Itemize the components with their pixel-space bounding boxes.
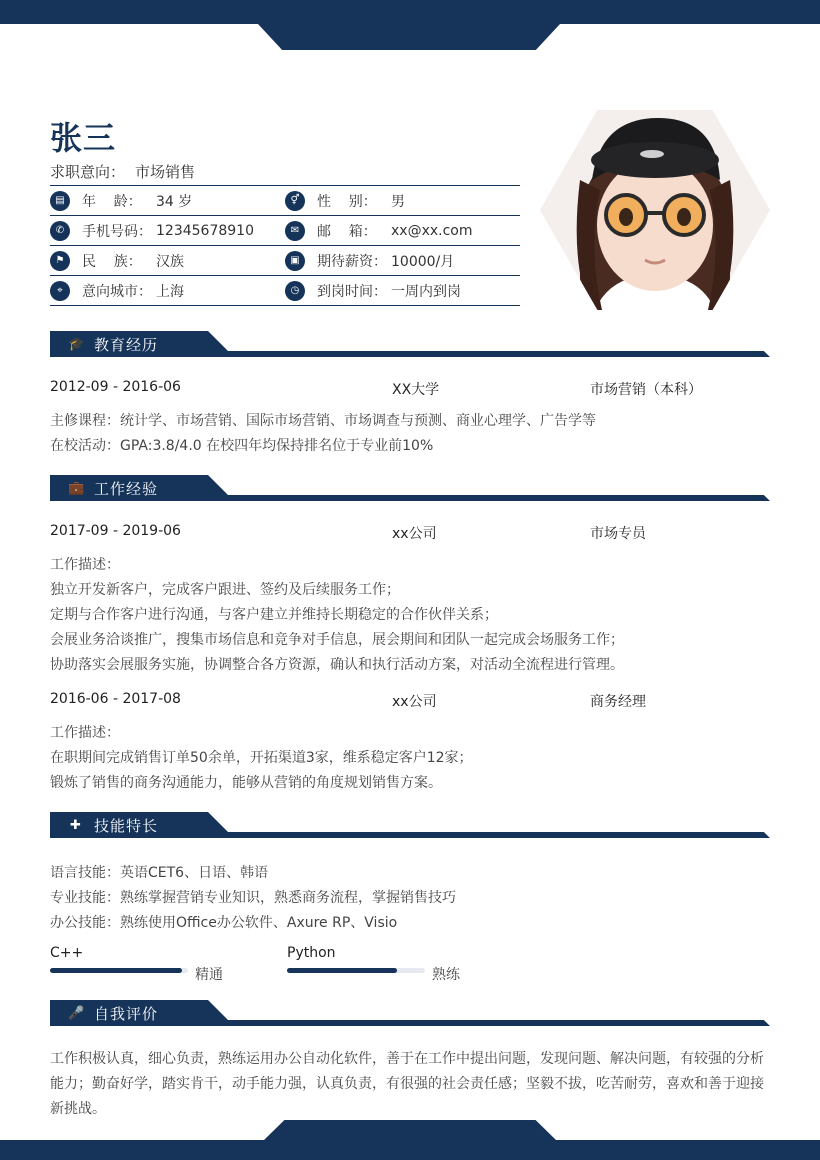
info-gender xyxy=(285,186,405,215)
work-title: 商务经理 xyxy=(590,694,646,710)
id-card-icon: ▤ xyxy=(50,191,70,211)
section-title: 教育经历 xyxy=(94,335,159,354)
education-activities: 在校活动：GPA:3.8/4.0 在校四年均保持排名位于专业前10% xyxy=(50,438,434,454)
info-row xyxy=(50,276,520,306)
gender-icon: ⚥ xyxy=(285,191,305,211)
info-row xyxy=(50,246,520,276)
top-banner xyxy=(0,0,820,24)
mail-icon: ✉ xyxy=(285,221,305,241)
map-icon: ⌖ xyxy=(50,281,70,301)
info-row xyxy=(50,216,520,246)
info-salary xyxy=(285,246,454,275)
info-value: 12345678910 xyxy=(156,222,254,239)
job-intent-label: 求职意向： xyxy=(50,163,126,181)
work-line: 工作描述： xyxy=(50,557,120,573)
section-tab xyxy=(50,475,208,501)
section-skills-header xyxy=(50,812,770,838)
avatar-illustration xyxy=(540,110,770,310)
info-label: 邮 箱： xyxy=(317,223,377,240)
skill-bar-name: C++ xyxy=(50,945,84,961)
info-label: 性 别： xyxy=(317,193,377,210)
puzzle-icon: ✚ xyxy=(70,817,82,833)
education-period: 2012-09 - 2016-06 xyxy=(50,379,181,395)
info-value: 一周内到岗 xyxy=(391,283,461,300)
section-work-header xyxy=(50,475,770,501)
work-line: 独立开发新客户，完成客户跟进、签约及后续服务工作； xyxy=(50,582,400,598)
wallet-icon: ▣ xyxy=(285,251,305,271)
clock-icon: ◷ xyxy=(285,281,305,301)
work-title: 市场专员 xyxy=(590,526,646,542)
info-value: 汉族 xyxy=(156,253,184,270)
work-line: 在职期间完成销售订单50余单，开拓渠道3家，维系稳定客户12家； xyxy=(50,750,473,766)
info-label: 到岗时间： xyxy=(317,283,387,300)
personal-info-table xyxy=(50,185,520,306)
bottom-banner-tab xyxy=(264,1120,556,1140)
section-tab xyxy=(50,812,208,838)
section-divider xyxy=(208,495,770,501)
work-line: 定期与合作客户进行沟通，与客户建立并维持长期稳定的合作伙伴关系； xyxy=(50,607,498,623)
job-intent-value: 市场销售 xyxy=(135,163,196,181)
work-period: 2017-09 - 2019-06 xyxy=(50,523,181,539)
section-title: 自我评价 xyxy=(94,1004,159,1023)
section-divider xyxy=(208,351,770,357)
info-label: 意向城市： xyxy=(82,283,152,300)
education-courses: 主修课程：统计学、市场营销、国际市场营销、市场调查与预测、商业心理学、广告学等 xyxy=(50,413,596,429)
info-label: 年 龄： xyxy=(82,193,142,210)
info-label: 期待薪资： xyxy=(317,253,387,270)
info-label: 手机号码： xyxy=(82,223,152,240)
work-line: 锻炼了销售的商务沟通能力，能够从营销的角度规划销售方案。 xyxy=(50,775,442,791)
work-line: 协助落实会展服务实施，协调整合各方资源，确认和执行活动方案，对活动全流程进行管理。 xyxy=(50,657,624,673)
work-line: 会展业务洽谈推广，搜集市场信息和竞争对手信息，展会期间和团队一起完成会场服务工作； xyxy=(50,632,624,648)
info-value: 上海 xyxy=(156,283,184,300)
info-ethnicity xyxy=(50,246,184,275)
section-divider xyxy=(208,832,770,838)
section-tab xyxy=(50,331,208,357)
info-label: 民 族： xyxy=(82,253,142,270)
info-phone xyxy=(50,216,254,245)
info-value: 男 xyxy=(391,193,405,210)
skill-bar-fill xyxy=(287,968,397,973)
skill-bar-name: Python xyxy=(287,945,336,961)
skill-bar-level: 熟练 xyxy=(432,967,460,983)
info-age xyxy=(50,186,192,215)
graduation-cap-icon: 🎓 xyxy=(68,336,86,352)
info-value: 34 岁 xyxy=(156,193,193,210)
bottom-banner xyxy=(0,1140,820,1160)
section-self-eval-header xyxy=(50,1000,770,1026)
skill-line: 语言技能：英语CET6、日语、韩语 xyxy=(50,865,269,881)
info-email xyxy=(285,216,473,245)
self-evaluation-text: 工作积极认真，细心负责，熟练运用办公自动化软件，善于在工作中提出问题，发现问题、解决问题，有较强的分析能力；勤奋好学，踏实肯干，动手能力强，认真负责，有很强的社会责任感；坚毅不拔，吃苦耐劳，喜欢和善于迎接新挑战。 xyxy=(50,1051,764,1117)
section-title: 工作经验 xyxy=(94,479,159,498)
section-title: 技能特长 xyxy=(94,816,159,835)
flag-icon: ⚑ xyxy=(50,251,70,271)
phone-icon: ✆ xyxy=(50,221,70,241)
skill-bar-track xyxy=(287,968,425,973)
work-company: xx公司 xyxy=(392,526,437,542)
work-line: 工作描述： xyxy=(50,725,120,741)
microphone-icon: 🎤 xyxy=(68,1005,86,1021)
info-start-time xyxy=(285,276,461,305)
section-education-header xyxy=(50,331,770,357)
section-divider xyxy=(208,1020,770,1026)
info-city xyxy=(50,276,184,305)
skill-line: 专业技能：熟练掌握营销专业知识，熟悉商务流程，掌握销售技巧 xyxy=(50,890,456,906)
work-company: xx公司 xyxy=(392,694,437,710)
candidate-name: 张三 xyxy=(50,119,117,157)
top-banner-tab xyxy=(258,24,560,50)
skill-bar-level: 精通 xyxy=(195,967,223,983)
section-tab xyxy=(50,1000,208,1026)
skill-bar-track xyxy=(50,968,188,973)
education-major: 市场营销（本科） xyxy=(590,382,702,398)
job-intent xyxy=(50,161,195,182)
info-value: 10000/月 xyxy=(391,253,455,270)
skill-line: 办公技能：熟练使用Office办公软件、Axure RP、Visio xyxy=(50,915,398,931)
briefcase-icon: 💼 xyxy=(68,480,86,496)
skill-bar-fill xyxy=(50,968,182,973)
info-row xyxy=(50,186,520,216)
avatar-photo xyxy=(540,110,770,310)
info-value: xx@xx.com xyxy=(391,222,473,239)
work-period: 2016-06 - 2017-08 xyxy=(50,691,181,707)
education-school: XX大学 xyxy=(392,382,440,398)
